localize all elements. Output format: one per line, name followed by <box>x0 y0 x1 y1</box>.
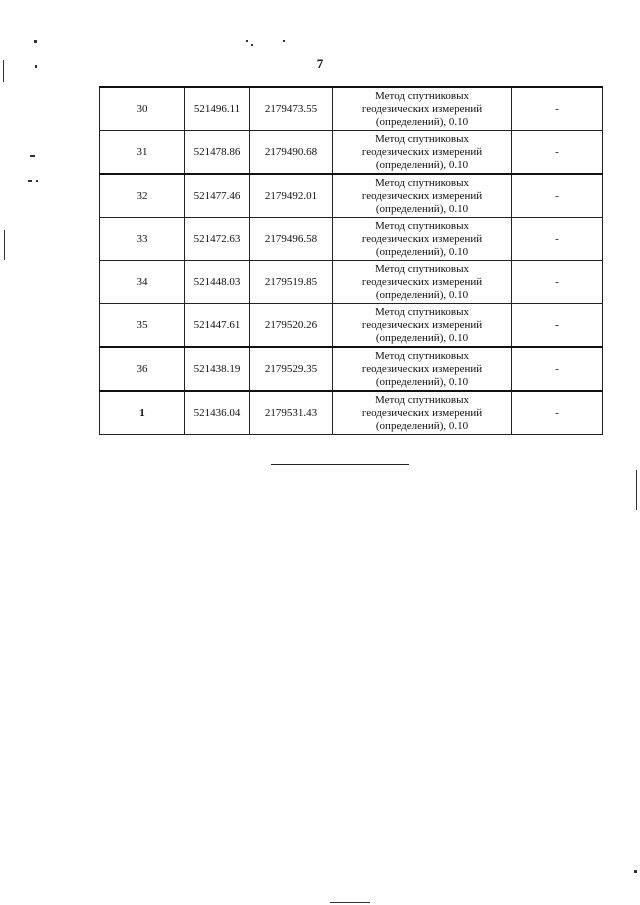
method-line: геодезических измерений <box>361 318 483 331</box>
scan-speck <box>251 44 253 46</box>
table-row <box>100 347 603 391</box>
point-number: 33 <box>100 218 185 261</box>
coordinate-x: 521496.11 <box>185 87 250 131</box>
method-line: геодезических измерений <box>361 275 483 288</box>
method-line: (определений), 0.10 <box>375 419 469 432</box>
coordinates-table <box>99 86 603 435</box>
method-line: (определений), 0.10 <box>375 115 469 128</box>
method-line: геодезических измерений <box>361 362 483 375</box>
method-line: (определений), 0.10 <box>375 202 469 215</box>
method-line: Метод спутниковых <box>375 89 469 102</box>
method-line: геодезических измерений <box>361 145 483 158</box>
note-cell: - <box>512 347 603 391</box>
end-divider-line <box>271 464 409 465</box>
page-number: 7 <box>316 56 324 71</box>
scan-edge-mark <box>636 470 637 510</box>
scan-speck <box>28 180 32 182</box>
coordinate-y: 2179529.35 <box>250 347 333 391</box>
table-row <box>100 131 603 175</box>
method-line: Метод спутниковых <box>375 132 469 145</box>
table-row <box>100 87 603 131</box>
note-cell: - <box>512 131 603 175</box>
coordinate-y: 2179531.43 <box>250 391 333 435</box>
coordinate-x: 521447.61 <box>185 304 250 348</box>
note-cell: - <box>512 391 603 435</box>
table-row <box>100 218 603 261</box>
scan-speck <box>634 870 637 873</box>
method-cell <box>333 304 512 348</box>
point-number: 30 <box>100 87 185 131</box>
scan-speck <box>35 65 37 68</box>
coordinate-y: 2179492.01 <box>250 174 333 218</box>
table-row <box>100 174 603 218</box>
point-number: 31 <box>100 131 185 175</box>
point-number: 32 <box>100 174 185 218</box>
method-cell <box>333 131 512 175</box>
method-cell <box>333 87 512 131</box>
method-line: (определений), 0.10 <box>375 245 469 258</box>
method-cell <box>333 174 512 218</box>
note-cell: - <box>512 261 603 304</box>
method-line: Метод спутниковых <box>375 349 469 362</box>
method-cell <box>333 261 512 304</box>
point-number: 1 <box>100 391 185 435</box>
method-line: (определений), 0.10 <box>375 331 469 344</box>
method-line: (определений), 0.10 <box>375 375 469 388</box>
method-line: Метод спутниковых <box>375 305 469 318</box>
coordinate-x: 521436.04 <box>185 391 250 435</box>
point-number: 34 <box>100 261 185 304</box>
scan-edge-mark <box>330 902 370 903</box>
coordinate-x: 521477.46 <box>185 174 250 218</box>
coordinate-y: 2179490.68 <box>250 131 333 175</box>
note-cell: - <box>512 218 603 261</box>
method-line: геодезических измерений <box>361 232 483 245</box>
note-cell: - <box>512 304 603 348</box>
method-line: (определений), 0.10 <box>375 288 469 301</box>
scan-speck <box>30 155 35 157</box>
method-cell <box>333 347 512 391</box>
scan-speck <box>246 40 248 42</box>
scan-speck <box>36 180 38 182</box>
point-number: 36 <box>100 347 185 391</box>
scan-edge-mark <box>4 230 5 260</box>
coordinate-y: 2179519.85 <box>250 261 333 304</box>
scan-speck <box>34 40 37 43</box>
note-cell: - <box>512 87 603 131</box>
method-line: геодезических измерений <box>361 406 483 419</box>
coordinate-y: 2179496.58 <box>250 218 333 261</box>
method-line: Метод спутниковых <box>375 176 469 189</box>
table-row <box>100 261 603 304</box>
coordinate-x: 521472.63 <box>185 218 250 261</box>
coordinate-x: 521478.86 <box>185 131 250 175</box>
coordinate-x: 521448.03 <box>185 261 250 304</box>
note-cell: - <box>512 174 603 218</box>
method-cell <box>333 218 512 261</box>
table-row <box>100 304 603 348</box>
point-number: 35 <box>100 304 185 348</box>
coordinate-y: 2179520.26 <box>250 304 333 348</box>
method-cell <box>333 391 512 435</box>
method-line: геодезических измерений <box>361 189 483 202</box>
scan-edge-mark <box>3 60 4 82</box>
coordinate-x: 521438.19 <box>185 347 250 391</box>
method-line: Метод спутниковых <box>375 393 469 406</box>
method-line: Метод спутниковых <box>375 219 469 232</box>
scan-speck <box>283 40 285 42</box>
method-line: (определений), 0.10 <box>375 158 469 171</box>
coordinate-y: 2179473.55 <box>250 87 333 131</box>
method-line: геодезических измерений <box>361 102 483 115</box>
table-row <box>100 391 603 435</box>
method-line: Метод спутниковых <box>375 262 469 275</box>
